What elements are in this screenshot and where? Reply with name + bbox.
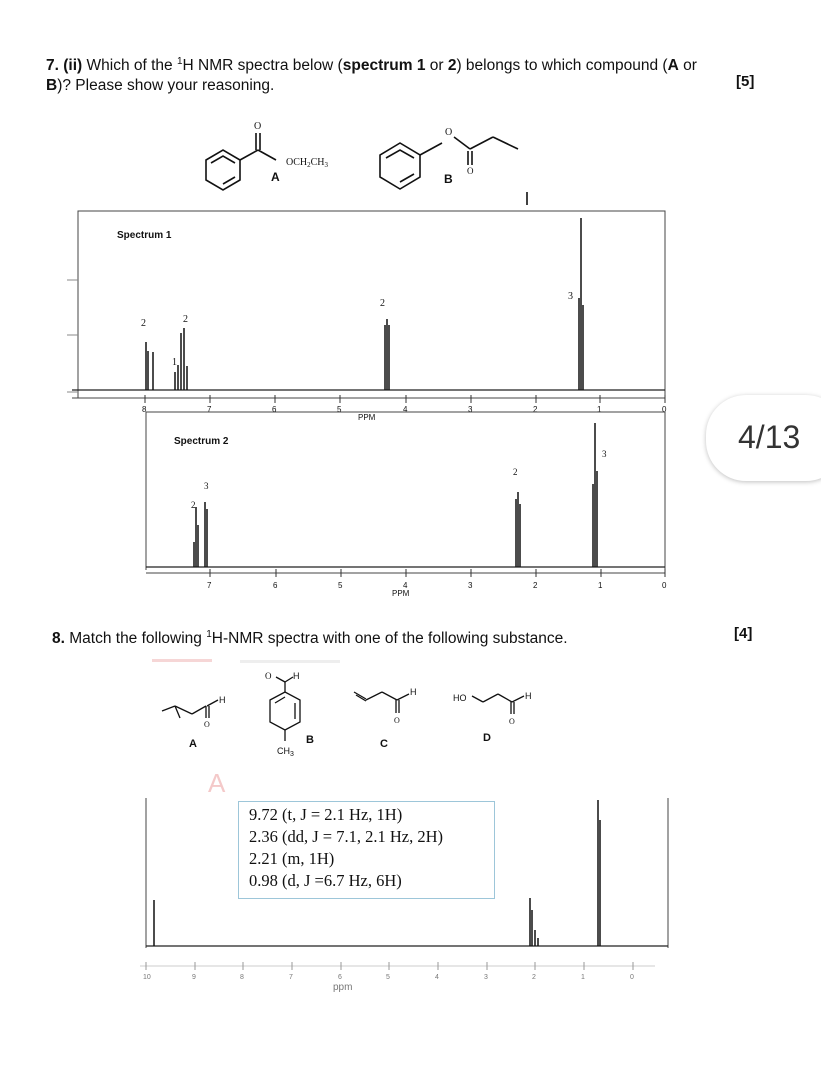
integral-label: 3 <box>204 481 209 491</box>
axis-tick-label: 7 <box>207 581 212 590</box>
compound-8D-label: D <box>483 732 491 744</box>
nmr-data-line: 2.36 (dd, J = 7.1, 2.1 Hz, 2H) <box>249 827 443 846</box>
q7-structures <box>190 115 550 210</box>
hydrogen-atom: H <box>293 671 300 681</box>
watermark-letter: A <box>208 768 226 798</box>
axis-tick-label: 6 <box>272 405 277 414</box>
text: Which of the <box>82 57 177 75</box>
axis-tick-label: 5 <box>337 405 342 414</box>
hydroxyl-group: HO <box>453 693 467 703</box>
compound-8C-structure <box>354 692 409 713</box>
text: Match the following <box>64 630 207 648</box>
q8-structures <box>150 668 570 768</box>
axis-tick-label: 4 <box>403 405 408 414</box>
compound-8A-structure <box>162 700 218 718</box>
oxygen-atom: O <box>265 671 272 681</box>
axis-tick-label: 1 <box>581 974 585 981</box>
text: )? Please show your reasoning. <box>57 77 275 95</box>
axis-tick-label: 5 <box>386 974 390 981</box>
question-8-marks: [4] <box>734 625 753 642</box>
question-number: 8. <box>52 630 65 648</box>
spectrum-2-peaks <box>194 423 597 567</box>
spectrum-2-chart <box>130 407 690 602</box>
nmr-data-box <box>238 801 495 899</box>
axis-tick-label: 4 <box>403 581 408 590</box>
spectrum-2-integrals <box>191 449 607 510</box>
scan-artifact <box>240 660 340 663</box>
compound-B-structure <box>380 137 527 205</box>
axis-tick-label: 2 <box>532 974 536 981</box>
compound-B-carbonyl-oxygen: O <box>467 166 474 176</box>
axis-tick-label: 8 <box>240 974 244 981</box>
axis-tick-label: 1 <box>598 581 603 590</box>
axis-tick-label: 6 <box>338 974 342 981</box>
superscript: 1 <box>176 56 183 67</box>
axis-tick-label: 9 <box>192 974 196 981</box>
text: or <box>425 57 448 75</box>
compound-8B-label: B <box>306 734 314 746</box>
compound-A-structure <box>206 133 276 190</box>
oxygen-atom: O <box>509 717 515 726</box>
axis-tick-label: 1 <box>597 405 602 414</box>
question-7-marks: [5] <box>736 73 755 90</box>
text: or <box>678 57 697 75</box>
scan-artifact <box>152 659 212 662</box>
hydrogen-atom: H <box>219 695 226 705</box>
spectrum-1-peaks <box>146 218 583 390</box>
spectrum-1-chart <box>62 205 682 430</box>
axis-tick-label: 7 <box>207 405 212 414</box>
question-8-text <box>52 625 732 649</box>
integral-label: 2 <box>141 318 146 329</box>
question-part: (ii) <box>63 57 83 75</box>
axis-tick-label: 4 <box>435 974 439 981</box>
text: H NMR spectra below ( <box>182 57 343 75</box>
axis-tick-label: 0 <box>662 581 667 590</box>
axis-tick-label: 5 <box>338 581 343 590</box>
spectrum-2-axis-label: PPM <box>392 589 410 598</box>
text: ) belongs to which compound ( <box>456 57 668 75</box>
axis-tick-label: 6 <box>273 581 278 590</box>
integral-label: 3 <box>602 449 607 459</box>
q8-ticks <box>143 962 634 981</box>
spectrum-1-integrals <box>141 291 573 368</box>
integral-label: 1 <box>172 357 177 368</box>
bold-text: spectrum 1 <box>342 57 426 75</box>
bold-text: B <box>46 77 58 95</box>
question-number: 7. <box>46 57 59 75</box>
page-indicator[interactable] <box>706 395 821 481</box>
spectrum-2-ticks <box>207 569 667 590</box>
compound-8C-label: C <box>380 738 388 750</box>
axis-tick-label: 3 <box>484 974 488 981</box>
text: H-NMR spectra with one of the following substance. <box>211 630 568 648</box>
spectrum-1-axis-label: PPM <box>358 413 376 422</box>
integral-label: 3 <box>568 291 573 302</box>
q8-axis-label: ppm <box>333 982 353 993</box>
superscript: 1 <box>206 629 212 640</box>
methyl-group: $CH_3$ <box>277 746 294 758</box>
compound-B-ester-oxygen: O <box>445 127 453 138</box>
page-indicator-text: 4/13 <box>738 419 801 455</box>
axis-tick-label: 2 <box>533 405 538 414</box>
hydrogen-atom: H <box>525 691 532 701</box>
compound-A-oxygen: O <box>254 121 262 132</box>
axis-tick-label: 8 <box>142 405 147 414</box>
axis-tick-label: 3 <box>468 405 473 414</box>
integral-label: 2 <box>191 500 196 510</box>
spectrum-1-title: Spectrum 1 <box>117 230 172 241</box>
oxygen-atom: O <box>394 716 400 725</box>
hydrogen-atom: H <box>410 687 417 697</box>
integral-label: 2 <box>513 467 518 477</box>
nmr-data-line: 2.21 (m, 1H) <box>249 849 335 868</box>
oxygen-atom: O <box>204 720 210 729</box>
bold-text: 2 <box>447 57 457 75</box>
integral-label: 2 <box>183 314 188 325</box>
compound-8A-label: A <box>189 738 197 750</box>
integral-label: 2 <box>380 298 385 309</box>
axis-tick-label: 0 <box>630 974 634 981</box>
compound-A-label: A <box>271 170 280 184</box>
spectrum-2-title: Spectrum 2 <box>174 436 229 447</box>
axis-tick-label: 3 <box>468 581 473 590</box>
axis-tick-label: 10 <box>143 974 151 981</box>
compound-B-label: B <box>444 172 453 186</box>
compound-8B-structure <box>270 677 300 741</box>
nmr-data-line: 9.72 (t, J = 2.1 Hz, 1H) <box>249 805 403 824</box>
bold-text: A <box>667 57 679 75</box>
compound-A-ester-group: $OCH_2CH_3$ <box>286 157 329 169</box>
axis-tick-label: 0 <box>662 405 667 414</box>
nmr-data-line: 0.98 (d, J =6.7 Hz, 6H) <box>249 871 402 890</box>
axis-tick-label: 7 <box>289 974 293 981</box>
axis-tick-label: 2 <box>533 581 538 590</box>
question-7-text <box>46 52 776 96</box>
compound-8D-structure <box>472 694 524 714</box>
